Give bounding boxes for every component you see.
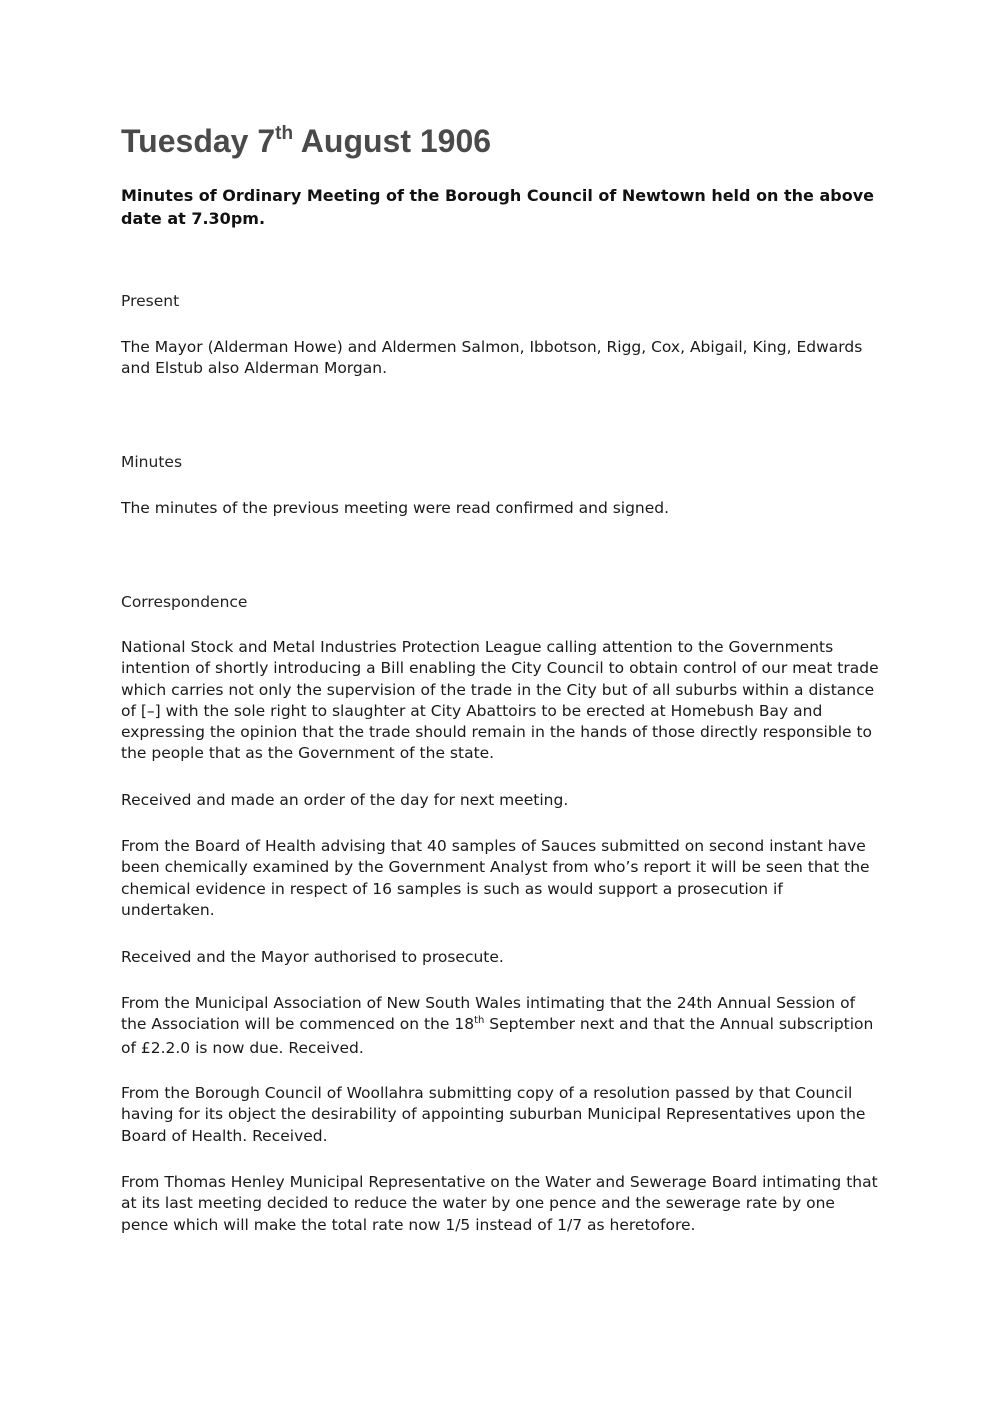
title-prefix: Tuesday 7 <box>121 123 276 159</box>
correspondence-item <box>121 993 881 1059</box>
meeting-subtitle: Minutes of Ordinary Meeting of the Borough Council of Newtown held on the above date at 7.30pm. <box>121 186 874 228</box>
correspondence-item-text: September next and that the Annual subscription of £2.2.0 is now due. Received. <box>121 1015 874 1057</box>
correspondence-item: From the Board of Health advising that 40 samples of Sauces submitted on second instant have been chemically examined by the Government Analyst from who’s report it will be seen that the chemical evidence in respect of 16 samples is such as would support a prosecution if undertaken. <box>121 837 870 919</box>
section-heading-minutes: Minutes <box>121 453 183 471</box>
title-suffix: August 1906 <box>293 123 492 159</box>
minutes-text: The minutes of the previous meeting were read confirmed and signed. <box>121 499 670 517</box>
section-heading-correspondence: Correspondence <box>121 593 248 611</box>
correspondence-item: Received and made an order of the day for next meeting. <box>121 791 569 809</box>
correspondence-item-text: From the Municipal Association of New South Wales intimating that the 24th Annual Session of the Association will be commenced on the 18 <box>121 994 856 1034</box>
correspondence-item: From the Borough Council of Woollahra submitting copy of a resolution passed by that Council having for its object the desirability of appointing suburban Municipal Representatives upon the Board of Health. Received. <box>121 1084 866 1145</box>
correspondence-item-superscript: th <box>474 1015 485 1027</box>
correspondence-item: Received and the Mayor authorised to prosecute. <box>121 948 504 966</box>
title-superscript: th <box>275 123 294 144</box>
page-title <box>121 121 491 167</box>
present-text: The Mayor (Alderman Howe) and Aldermen Salmon, Ibbotson, Rigg, Cox, Abigail, King, Edwards and Elstub also Alderman Morgan. <box>121 338 863 378</box>
correspondence-item: National Stock and Metal Industries Protection League calling attention to the Governments intention of shortly introducing a Bill enabling the City Council to obtain control of our meat trade which carries not only the supervision of the trade in the City but of all suburbs within a distance of [–] with the sole right to slaughter at City Abattoirs to be erected at Homebush Bay and expressing the opinion that the trade should remain in the hands of those directly responsible to the people that as the Government of the state. <box>121 638 879 763</box>
correspondence-item: From Thomas Henley Municipal Representative on the Water and Sewerage Board intimating that at its last meeting decided to reduce the water by one pence and the sewerage rate by one pence which will make the total rate now 1/5 instead of 1/7 as heretofore. <box>121 1173 878 1234</box>
section-heading-present: Present <box>121 292 180 310</box>
